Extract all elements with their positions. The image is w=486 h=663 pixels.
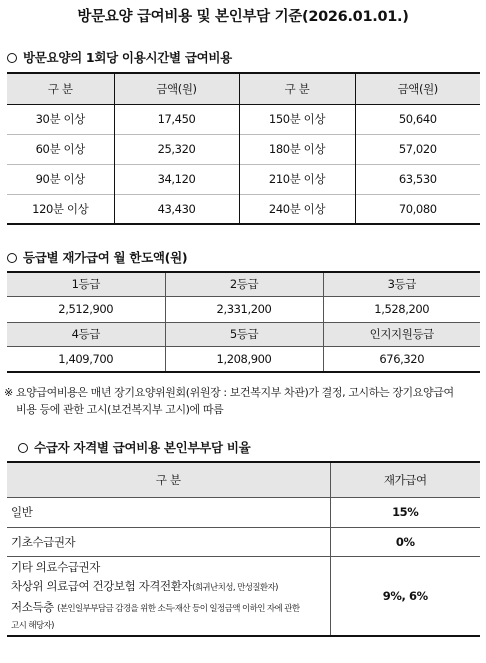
page-title: 방문요양 급여비용 및 본인부담 기준(2026.01.01.) xyxy=(77,9,409,25)
table-cell: 57,020 xyxy=(355,134,480,164)
table-cell: 30분 이상 xyxy=(7,104,114,134)
table-header-row xyxy=(7,272,480,296)
monthly-limit-table xyxy=(7,271,480,373)
grade-header: 4등급 xyxy=(7,322,165,346)
section1-heading-text: 방문요양의 1회당 이용시간별 급여비용 xyxy=(23,50,232,65)
table-cell: 210분 이상 xyxy=(239,164,355,194)
table-row xyxy=(7,346,480,372)
rate-cell: 15% xyxy=(330,497,480,527)
grade-header: 1등급 xyxy=(7,272,165,296)
category-detail-text: (희귀난치성, 만성질환자) xyxy=(192,583,278,594)
amount-cell: 676,320 xyxy=(323,346,480,372)
amount-cell: 1,409,700 xyxy=(7,346,165,372)
grade-header: 2등급 xyxy=(165,272,323,296)
table-row xyxy=(7,556,480,636)
table-cell: 150분 이상 xyxy=(239,104,355,134)
category-detail-text: (본인일부부담금 감경을 위한 소득·재산 등이 일정금액 이하인 자에 관한 xyxy=(57,604,300,615)
table-cell: 43,430 xyxy=(114,194,239,224)
column-header: 금액(원) xyxy=(114,73,239,104)
amount-cell: 1,528,200 xyxy=(323,296,480,322)
table-row xyxy=(7,134,480,164)
column-header: 구 분 xyxy=(7,462,330,497)
footnote-line: ※ 요양급여비용은 매년 장기요양위원회(위원장 : 보건복지부 차관)가 결정, 고시하는 장기요양급여 xyxy=(4,386,454,399)
table-cell: 70,080 xyxy=(355,194,480,224)
section3-heading-text: 수급자 자격별 급여비용 본인부부담 비율 xyxy=(34,440,251,455)
section1-heading xyxy=(7,48,232,66)
table-row xyxy=(7,527,480,556)
table-cell: 34,120 xyxy=(114,164,239,194)
table-row xyxy=(7,104,480,134)
table-cell: 180분 이상 xyxy=(239,134,355,164)
section2-heading xyxy=(7,248,187,266)
grade-header: 3등급 xyxy=(323,272,480,296)
grade-header: 5등급 xyxy=(165,322,323,346)
category-line xyxy=(11,598,330,619)
section3-heading xyxy=(18,438,250,456)
category-main-text: 차상위 의료급여 건강보험 자격전환자 xyxy=(11,579,193,594)
circle-bullet-icon xyxy=(7,53,17,63)
rate-cell: 9%, 6% xyxy=(330,556,480,636)
amount-cell: 2,512,900 xyxy=(7,296,165,322)
category-detail-text: 고시 해당자) xyxy=(11,621,54,632)
time-based-cost-table xyxy=(7,72,480,225)
amount-cell: 2,331,200 xyxy=(165,296,323,322)
amount-cell: 1,208,900 xyxy=(165,346,323,372)
category-main-text: 저소득층 xyxy=(11,600,54,615)
category-cell xyxy=(7,556,330,636)
table-cell: 120분 이상 xyxy=(7,194,114,224)
table-row xyxy=(7,164,480,194)
column-header: 구 분 xyxy=(7,73,114,104)
table-header-row xyxy=(7,322,480,346)
table-cell: 240분 이상 xyxy=(239,194,355,224)
section2-heading-text: 등급별 재가급여 월 한도액(원) xyxy=(23,250,188,265)
table-row xyxy=(7,296,480,322)
category-cell: 기초수급권자 xyxy=(7,527,330,556)
table-cell: 25,320 xyxy=(114,134,239,164)
column-header: 재가급여 xyxy=(330,462,480,497)
table-cell: 90분 이상 xyxy=(7,164,114,194)
table-cell: 60분 이상 xyxy=(7,134,114,164)
copayment-rate-table xyxy=(7,461,480,637)
table-header-row xyxy=(7,73,480,104)
table-cell: 17,450 xyxy=(114,104,239,134)
circle-bullet-icon xyxy=(18,443,28,453)
table-cell: 63,530 xyxy=(355,164,480,194)
footnote-line: 비용 등에 관한 고시(보건복지부 고시)에 따름 xyxy=(16,403,224,416)
footnote xyxy=(4,384,482,418)
table-row xyxy=(7,194,480,224)
table-header-row xyxy=(7,462,480,497)
column-header: 구 분 xyxy=(239,73,355,104)
grade-header: 인지지원등급 xyxy=(323,322,480,346)
category-line: 기타 의료수급권자 xyxy=(11,560,100,575)
table-row xyxy=(7,497,480,527)
category-cell: 일반 xyxy=(7,497,330,527)
rate-cell: 0% xyxy=(330,527,480,556)
category-line xyxy=(11,577,330,598)
table-cell: 50,640 xyxy=(355,104,480,134)
column-header: 금액(원) xyxy=(355,73,480,104)
circle-bullet-icon xyxy=(7,253,17,263)
